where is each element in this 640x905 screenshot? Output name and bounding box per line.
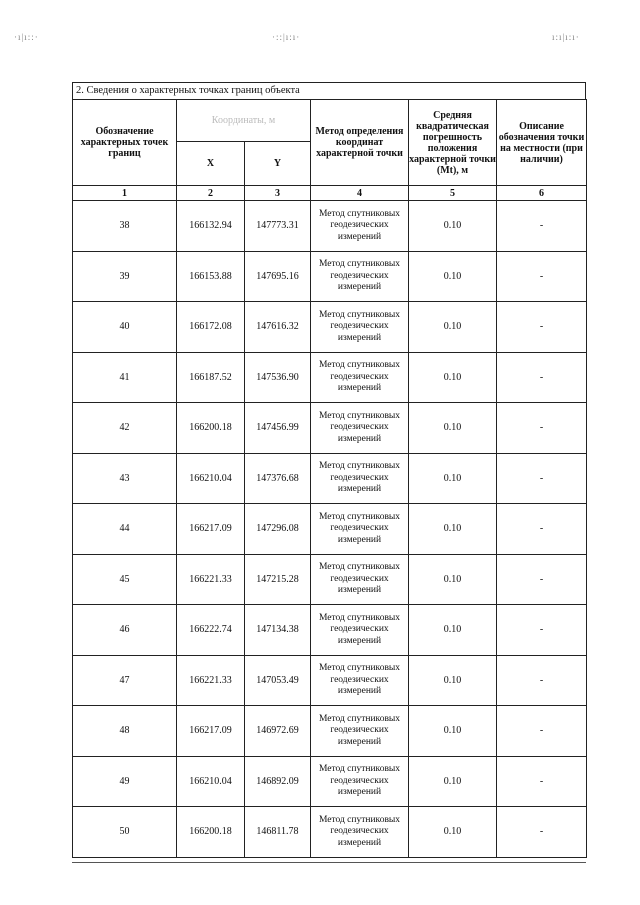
header-mark-left: ·ı|ı::· xyxy=(14,32,39,42)
table-row xyxy=(73,655,587,706)
method-cell: Метод спутниковых геодезических измерений xyxy=(311,756,409,807)
table-row xyxy=(73,554,587,605)
method-cell: Метод спутниковых геодезических измерений xyxy=(311,706,409,757)
y-coordinate-cell: 147215.28 xyxy=(245,554,311,605)
description-cell: - xyxy=(497,201,587,252)
column-number-3: 3 xyxy=(245,186,311,201)
column-number-2: 2 xyxy=(177,186,245,201)
accuracy-cell: 0.10 xyxy=(409,605,497,656)
x-coordinate-cell: 166200.18 xyxy=(177,403,245,454)
point-id-cell: 50 xyxy=(73,807,177,858)
x-coordinate-cell: 166217.09 xyxy=(177,706,245,757)
x-coordinate-cell: 166221.33 xyxy=(177,554,245,605)
y-coordinate-cell: 146972.69 xyxy=(245,706,311,757)
y-coordinate-cell: 147053.49 xyxy=(245,655,311,706)
header-coordinates: Координаты, м xyxy=(177,100,311,142)
scan-header-marks xyxy=(0,32,640,42)
description-cell: - xyxy=(497,504,587,555)
header-mark-right: ı:ı|ı:ı· xyxy=(552,32,580,42)
y-coordinate-cell: 147376.68 xyxy=(245,453,311,504)
x-coordinate-cell: 166217.09 xyxy=(177,504,245,555)
table-row xyxy=(73,807,587,858)
point-id-cell: 43 xyxy=(73,453,177,504)
point-id-cell: 39 xyxy=(73,251,177,302)
table-body xyxy=(73,201,587,858)
accuracy-cell: 0.10 xyxy=(409,504,497,555)
description-cell: - xyxy=(497,352,587,403)
document-page xyxy=(72,82,586,858)
table-row xyxy=(73,504,587,555)
point-id-cell: 41 xyxy=(73,352,177,403)
point-id-cell: 45 xyxy=(73,554,177,605)
accuracy-cell: 0.10 xyxy=(409,302,497,353)
accuracy-cell: 0.10 xyxy=(409,655,497,706)
table-row xyxy=(73,706,587,757)
accuracy-cell: 0.10 xyxy=(409,201,497,252)
y-coordinate-cell: 146811.78 xyxy=(245,807,311,858)
header-accuracy: Средняя квадратическая погрешность положения характерной точки (Mt), м xyxy=(409,100,497,186)
accuracy-cell: 0.10 xyxy=(409,352,497,403)
point-id-cell: 44 xyxy=(73,504,177,555)
y-coordinate-cell: 147134.38 xyxy=(245,605,311,656)
accuracy-cell: 0.10 xyxy=(409,807,497,858)
method-cell: Метод спутниковых геодезических измерений xyxy=(311,201,409,252)
method-cell: Метод спутниковых геодезических измерений xyxy=(311,352,409,403)
x-coordinate-cell: 166153.88 xyxy=(177,251,245,302)
description-cell: - xyxy=(497,251,587,302)
method-cell: Метод спутниковых геодезических измерений xyxy=(311,403,409,454)
method-cell: Метод спутниковых геодезических измерений xyxy=(311,605,409,656)
x-coordinate-cell: 166210.04 xyxy=(177,756,245,807)
section-title: 2. Сведения о характерных точках границ объекта xyxy=(72,82,586,99)
table-row xyxy=(73,453,587,504)
header-y: Y xyxy=(245,142,311,186)
y-coordinate-cell: 147773.31 xyxy=(245,201,311,252)
header-mark-center: ·::|ı:ı· xyxy=(272,32,301,42)
description-cell: - xyxy=(497,807,587,858)
accuracy-cell: 0.10 xyxy=(409,251,497,302)
table-row xyxy=(73,251,587,302)
y-coordinate-cell: 146892.09 xyxy=(245,756,311,807)
method-cell: Метод спутниковых геодезических измерений xyxy=(311,554,409,605)
point-id-cell: 49 xyxy=(73,756,177,807)
description-cell: - xyxy=(497,706,587,757)
y-coordinate-cell: 147536.90 xyxy=(245,352,311,403)
method-cell: Метод спутниковых геодезических измерений xyxy=(311,251,409,302)
column-number-6: 6 xyxy=(497,186,587,201)
point-id-cell: 48 xyxy=(73,706,177,757)
accuracy-cell: 0.10 xyxy=(409,453,497,504)
x-coordinate-cell: 166172.08 xyxy=(177,302,245,353)
point-id-cell: 40 xyxy=(73,302,177,353)
x-coordinate-cell: 166200.18 xyxy=(177,807,245,858)
point-id-cell: 47 xyxy=(73,655,177,706)
x-coordinate-cell: 166222.74 xyxy=(177,605,245,656)
header-description: Описание обозначения точки на местности (при наличии) xyxy=(497,100,587,186)
description-cell: - xyxy=(497,756,587,807)
table-row xyxy=(73,403,587,454)
accuracy-cell: 0.10 xyxy=(409,706,497,757)
description-cell: - xyxy=(497,302,587,353)
x-coordinate-cell: 166210.04 xyxy=(177,453,245,504)
method-cell: Метод спутниковых геодезических измерений xyxy=(311,453,409,504)
column-number-4: 4 xyxy=(311,186,409,201)
header-point-designation: Обозначение характерных точек границ xyxy=(73,100,177,186)
table-row xyxy=(73,605,587,656)
point-id-cell: 38 xyxy=(73,201,177,252)
y-coordinate-cell: 147616.32 xyxy=(245,302,311,353)
header-x: X xyxy=(177,142,245,186)
description-cell: - xyxy=(497,453,587,504)
accuracy-cell: 0.10 xyxy=(409,403,497,454)
x-coordinate-cell: 166132.94 xyxy=(177,201,245,252)
description-cell: - xyxy=(497,655,587,706)
y-coordinate-cell: 147695.16 xyxy=(245,251,311,302)
method-cell: Метод спутниковых геодезических измерений xyxy=(311,655,409,706)
point-id-cell: 42 xyxy=(73,403,177,454)
column-number-5: 5 xyxy=(409,186,497,201)
table-row xyxy=(73,352,587,403)
x-coordinate-cell: 166221.33 xyxy=(177,655,245,706)
table-row xyxy=(73,756,587,807)
description-cell: - xyxy=(497,554,587,605)
description-cell: - xyxy=(497,403,587,454)
x-coordinate-cell: 166187.52 xyxy=(177,352,245,403)
y-coordinate-cell: 147296.08 xyxy=(245,504,311,555)
page-bottom-rule xyxy=(72,862,586,863)
header-method: Метод определения координат характерной точки xyxy=(311,100,409,186)
method-cell: Метод спутниковых геодезических измерений xyxy=(311,302,409,353)
table-row xyxy=(73,302,587,353)
accuracy-cell: 0.10 xyxy=(409,756,497,807)
column-number-1: 1 xyxy=(73,186,177,201)
y-coordinate-cell: 147456.99 xyxy=(245,403,311,454)
point-id-cell: 46 xyxy=(73,605,177,656)
description-cell: - xyxy=(497,605,587,656)
method-cell: Метод спутниковых геодезических измерений xyxy=(311,504,409,555)
method-cell: Метод спутниковых геодезических измерений xyxy=(311,807,409,858)
boundary-points-table xyxy=(72,99,587,858)
table-row xyxy=(73,201,587,252)
accuracy-cell: 0.10 xyxy=(409,554,497,605)
